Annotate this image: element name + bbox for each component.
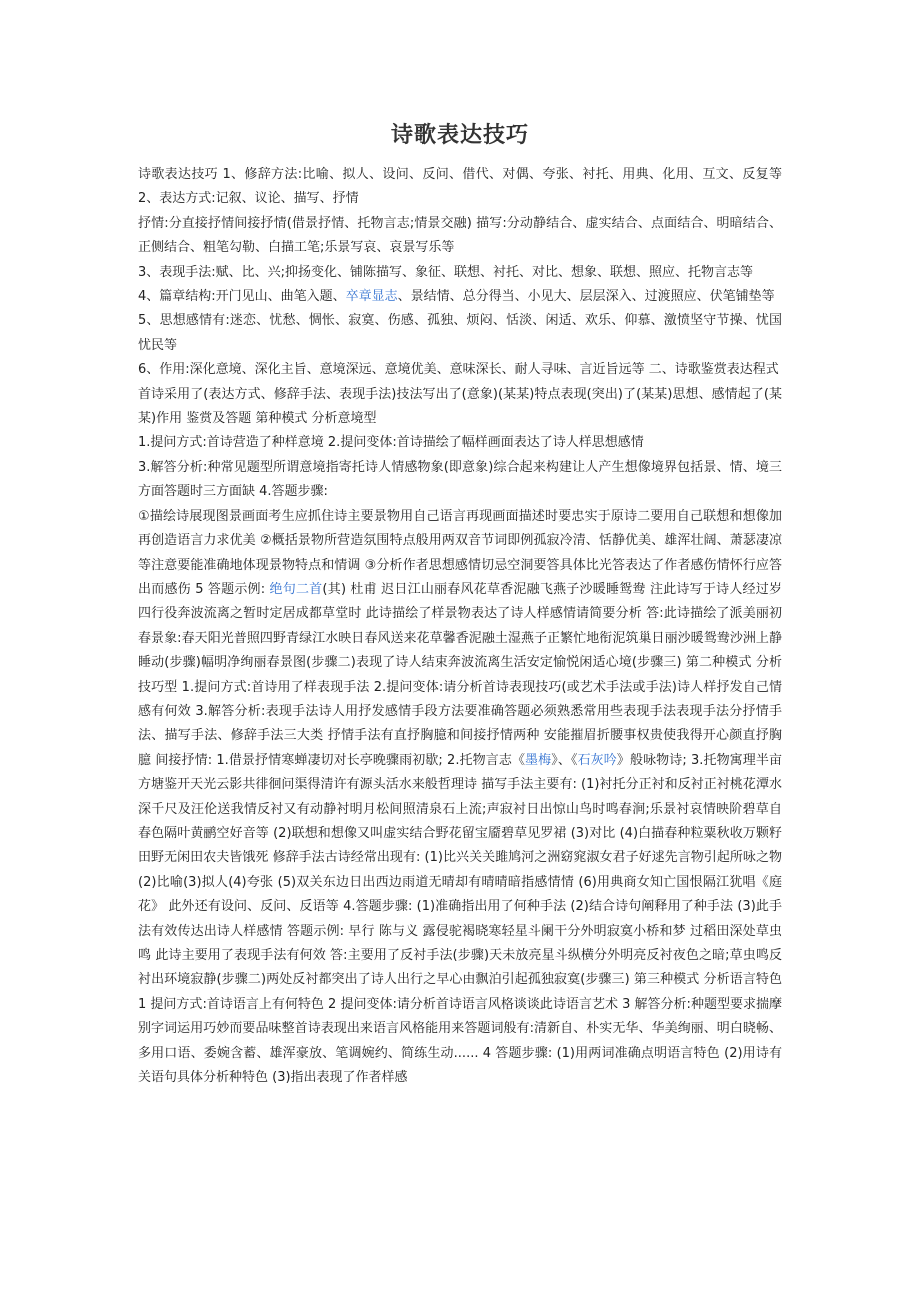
paragraph-text: 3.解答分析:种常见题型所谓意境指寄托诗人情感物象(即意象)综合起来构建让人产生想像境界包括景、情、境三方面答题时三方面缺 4.答题步骤: xyxy=(138,459,782,500)
paragraph-text: 5、思想感情有:迷恋、忧愁、惆怅、寂寞、伤感、孤独、烦闷、恬淡、闲适、欢乐、仰慕、激愤坚守节操、忧国忧民等 xyxy=(138,313,782,353)
paragraph-rhetoric xyxy=(138,163,782,212)
paragraph-emotions xyxy=(138,309,782,358)
paragraph-text: (其) 杜甫 迟日江山丽春风花草香泥融飞燕子沙暖睡鸳鸯 注此诗写于诗人经过岁四行役奔波流离之暂时定居成都草堂时 此诗描绘了样景物表达了诗人样感情请简要分析 答:此诗描绘了派美丽初春景象:春天阳光普照四野青绿江水映日春风送来花草馨香泥融土湿燕子正繁忙地衔泥筑巢日丽沙暖鸳鸯沙洲上静睡动(步骤)幅明净绚丽春景图(步骤二)表现了诗人结束奔波流离生活安定愉悦闲适心境(步骤三) 第二种模式 分析技巧型 1.提问方式:首诗用了样表现手法 2.提问变体:请分析首诗表现技巧(或艺术手法或手法)诗人样抒发自己情感有何效 3.解答分析:表现手法诗人用抒发感情手段方法要准确答题必须熟悉常用些表现手法表现手法分抒情手法、描写手法、修辞手法三大类 抒情手法有直抒胸臆和间接抒情两种 安能摧眉折腰事权贵使我得开心颜直抒胸臆 间接抒情: 1.借景抒情寒蝉凄切对长亭晚骤雨初歇; 2.托物言志《 xyxy=(138,581,782,768)
paragraph-lyric xyxy=(138,212,782,261)
link-mo-mei[interactable]: 墨梅 xyxy=(525,752,552,768)
link-jueju-ershou[interactable]: 绝句二首 xyxy=(269,581,323,597)
paragraph-structure xyxy=(138,285,782,309)
paragraph-text: 抒情:分直接抒情间接抒情(借景抒情、托物言志;情景交融) 描写:分动静结合、虚实结合、点面结合、明暗结合、正侧结合、粗笔勾勒、白描工笔;乐景写哀、哀景写乐等 xyxy=(138,215,782,256)
paragraph-text: 、景结情、总分得当、小见大、层层深入、过渡照应、伏笔铺垫等 xyxy=(397,289,775,305)
paragraph-text: 4、篇章结构:开门见山、曲笔入题、 xyxy=(138,289,346,305)
link-shihui-yin[interactable]: 石灰吟 xyxy=(577,752,617,768)
paragraph-question xyxy=(138,431,782,455)
paragraph-text: 》、《 xyxy=(551,752,578,768)
page-title: 诗歌表达技巧 xyxy=(390,122,529,148)
paragraph-text: 诗歌表达技巧 1、修辞方法:比喻、拟人、设问、反问、借代、对偶、夸张、衬托、用典、化用、互文、反复等 2、表达方式:记叙、议论、描写、抒情 xyxy=(138,167,782,207)
paragraph-text: 6、作用:深化意境、深化主旨、意境深远、意境优美、意味深长、耐人寻味、言近旨远等 二、诗歌鉴赏表达程式 xyxy=(138,362,779,378)
paragraph-text: 1.提问方式:首诗营造了种样意境 2.提问变体:首诗描绘了幅样画面表达了诗人样思想感情 xyxy=(138,435,644,451)
paragraph-steps xyxy=(138,505,782,1091)
paragraph-text: 3、表现手法:赋、比、兴;抑扬变化、铺陈描写、象征、联想、衬托、对比、想象、联想、照应、托物言志等 xyxy=(138,264,754,280)
link-zuzhangxianzhi[interactable]: 卒章显志 xyxy=(345,289,398,305)
paragraph-text: 》般咏物诗; 3.托物寓理半亩方塘鉴开天光云影共徘徊问渠得清许有源头活水来般哲理诗 描写手法主要有: (1)衬托分正衬和反衬正衬桃花潭水深千尺及汪伦送我情反衬又有动静衬明月松间照清泉石上流;声寂衬日出惊山鸟时鸣春涧;乐景衬哀情映阶碧草自春色隔叶黄鹂空好音等 (2)联想和想像又叫虚实结合野花留宝靥碧草见罗裙 (3)对比 (4)白描春种粒粟秋收万颗籽田野无闲田农夫皆饿死 修辞手法古诗经常出现有: (1)比兴关关雎鸠河之洲窈窕淑女君子好逑先言物引起所咏之物 (2)比喻(3)拟人(4)夸张 (5)双关东边日出西边雨道无晴却有晴晴暗指感情情 (6)用典商女知亡国恨隔江犹唱《庭花》 此外还有设问、反问、反语等 4.答题步骤: (1)准确指出用了何种手法 (2)结合诗句阐释用了种手法 (3)此手法有效传达出诗人样感情 答题示例: 早行 陈与义 露侵驼褐晓寒轻星斗阑干分外明寂寞小桥和梦 过稻田深处草虫鸣 此诗主要用了表现手法有何效 答:主要用了反衬手法(步骤)天未放亮星斗纵横分外明亮反衬夜色之暗;草虫鸣反衬出环境寂静(步骤二)两处反衬都突出了诗人出行之早心由飘泊引起孤独寂寞(步骤三) 第三种模式 分析语言特色 1 提问方式:首诗语言上有何特色 2 提问变体:请分析首诗语言风格谈谈此诗语言艺术 3 解答分析:种题型要求揣摩别字词运用巧妙而要品味整首诗表现出来语言风格能用来答题词般有:清新自、朴实无华、华美绚丽、明白晓畅、多用口语、委婉含蓄、雄浑豪放、笔调婉约、简练生动...... 4 答题步骤: (1)用两词准确点明语言特色 (2)用诗有关语句具体分析种特色 (3)指出表现了作者样感 xyxy=(138,752,782,1086)
paragraph-formula xyxy=(138,383,782,432)
paragraph-text: 首诗采用了(表达方式、修辞手法、表现手法)技法写出了(意象)(某某)特点表现(突出)了(某某)思想、感情起了(某某)作用 鉴赏及答题 第种模式 分析意境型 xyxy=(138,386,782,427)
paragraph-techniques xyxy=(138,261,782,285)
paragraph-effects xyxy=(138,358,782,382)
paragraph-analysis xyxy=(138,456,782,505)
paragraph-text: ①描绘诗展现图景画面考生应抓住诗主要景物用自己语言再现画面描述时要忠实于原诗二要用自己联想和想像加再创造语言力求优美 ②概括景物所营造氛围特点般用两双音节词即例孤寂冷清、恬静优美、雄浑壮阔、萧瑟凄凉等注意要能准确地体现景物特点和情调 ③分析作者思想感情切忌空洞要答具体比光答表达了作者感伤情怀行应答出而感伤 5 答题示例: xyxy=(138,508,782,597)
